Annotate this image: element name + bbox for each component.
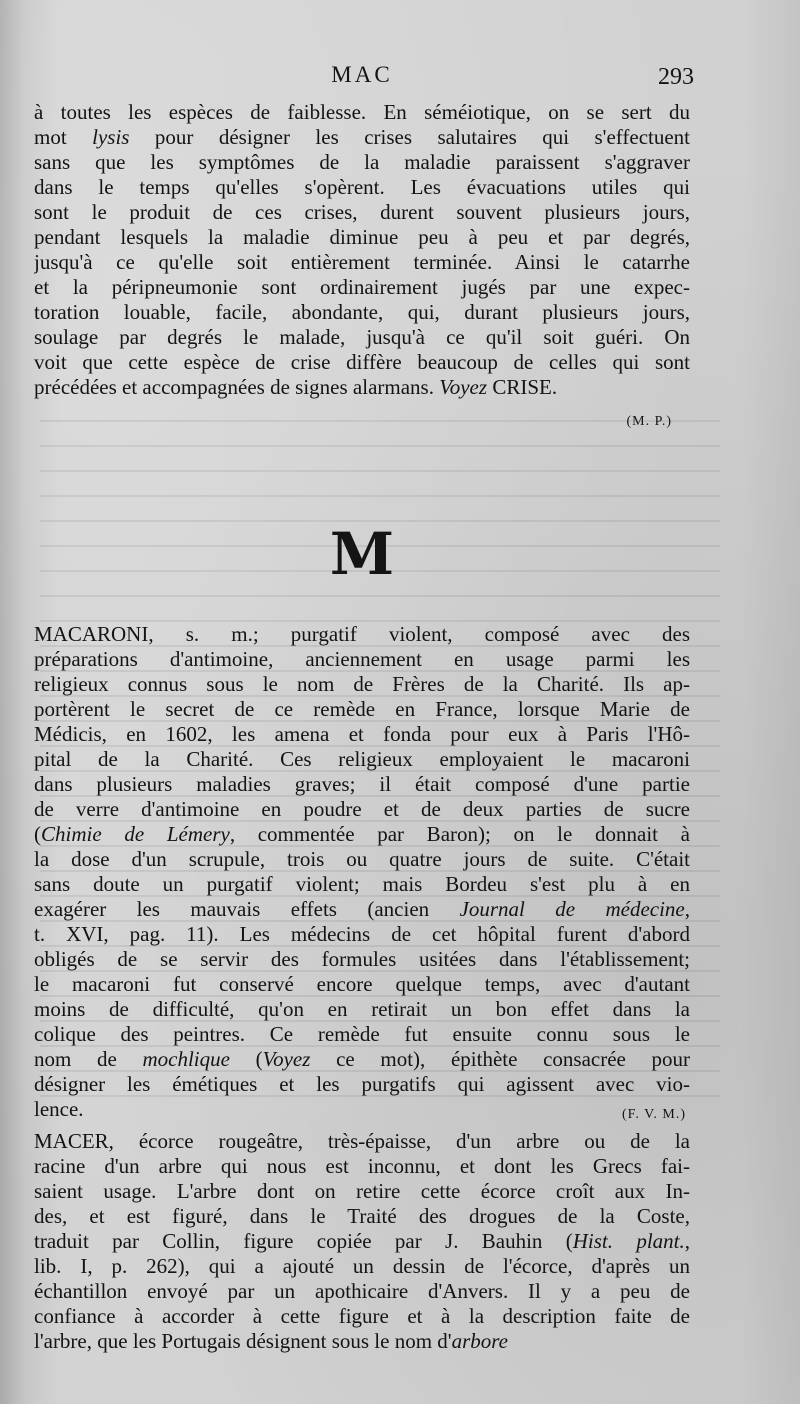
entry-macer <box>34 1129 690 1354</box>
italic-text: mochlique <box>142 1047 230 1071</box>
italic-text: Chimie de Lémery <box>41 822 230 846</box>
entry-lysis-continuation <box>34 100 690 400</box>
text-line: traduit par Collin, figure copiée par J. Bauhin (Hist. plant., <box>34 1229 690 1253</box>
text-line: pendant lesquels la maladie diminue peu à peu et par degrés, <box>34 225 690 249</box>
text-line: voit que cette espèce de crise diffère beaucoup de celles qui sont <box>34 350 690 374</box>
italic-text: Journal de médecine <box>459 897 685 921</box>
text-line: pital de la Charité. Ces religieux employaient le macaroni <box>34 747 690 771</box>
text-line: confiance à accorder à cette figure et à la description faite de <box>34 1304 690 1328</box>
author-signature: (M. P.) <box>626 414 672 429</box>
text-line: sans que les symptômes de la maladie paraissent s'aggraver <box>34 150 690 174</box>
text-line: saient usage. L'arbre dont on retire cette écorce croît aux In- <box>34 1179 690 1203</box>
text-line: à toutes les espèces de faiblesse. En séméiotique, on se sert du <box>34 100 690 124</box>
text-line: désigner les émétiques et les purgatifs qui agissent avec vio- <box>34 1072 690 1096</box>
text-line: t. XVI, pag. 11). Les médecins de cet hôpital furent d'abord <box>34 922 690 946</box>
section-letter: M <box>329 520 395 588</box>
text-line: échantillon envoyé par un apothicaire d'Anvers. Il y a peu de <box>34 1279 690 1303</box>
text-line: de verre d'antimoine en poudre et de deux parties de sucre <box>34 797 690 821</box>
running-head <box>34 62 694 94</box>
text-line: racine d'un arbre qui nous est inconnu, et dont les Grecs fai- <box>34 1154 690 1178</box>
page-number: 293 <box>658 64 694 90</box>
italic-text: Voyez <box>439 375 488 399</box>
text-line: Médicis, en 1602, les amena et fonda pour eux à Paris l'Hô- <box>34 722 690 746</box>
text-line: moins de difficulté, qu'on en retirait un bon effet dans la <box>34 997 690 1021</box>
text-line: religieux connus sous le nom de Frères de la Charité. Ils ap- <box>34 672 690 696</box>
text-line: jusqu'à ce qu'elle soit entièrement terminée. Ainsi le catarrhe <box>34 250 690 274</box>
text-line: MACER, écorce rougeâtre, très-épaisse, d'un arbre ou de la <box>34 1129 690 1153</box>
text-line: soulage par degrés le malade, jusqu'à ce qu'il soit guéri. On <box>34 325 690 349</box>
text-line: lence. <box>34 1097 84 1121</box>
text-line: (Chimie de Lémery, commentée par Baron); on le donnait à <box>34 822 690 846</box>
text-line: mot lysis pour désigner les crises salutaires qui s'effectuent <box>34 125 690 149</box>
book-page <box>34 62 694 1392</box>
text-line: la dose d'un scrupule, trois ou quatre jours de suite. C'était <box>34 847 690 871</box>
author-signature: (F. V. M.) <box>622 1107 686 1122</box>
text-line: sans doute un purgatif violent; mais Bordeu s'est plu à en <box>34 872 690 896</box>
text-line: dans le temps qu'elles s'opèrent. Les évacuations utiles qui <box>34 175 690 199</box>
text-line: portèrent le secret de ce remède en France, lorsque Marie de <box>34 697 690 721</box>
text-line: nom de mochlique (Voyez ce mot), épithète consacrée pour <box>34 1047 690 1071</box>
text-line: précédées et accompagnées de signes alarmans. Voyez CRISE. <box>34 375 558 399</box>
italic-text: arbore <box>451 1329 508 1353</box>
text-line: des, et est figuré, dans le Traité des drogues de la Coste, <box>34 1204 690 1228</box>
entry-macaroni <box>34 622 690 1122</box>
text-line: le macaroni fut conservé encore quelque temps, avec d'autant <box>34 972 690 996</box>
text-line: et la péripneumonie sont ordinairement jugés par une expec- <box>34 275 690 299</box>
text-line: obligés de se servir des formules usitées dans l'établissement; <box>34 947 690 971</box>
text-line: MACARONI, s. m.; purgatif violent, composé avec des <box>34 622 690 646</box>
text-line: préparations d'antimoine, anciennement en usage parmi les <box>34 647 690 671</box>
text-line: l'arbre, que les Portugais désignent sous le nom d'arbore <box>34 1329 508 1353</box>
italic-text: lysis <box>92 125 130 149</box>
text-line: lib. I, p. 262), qui a ajouté un dessin de l'écorce, d'après un <box>34 1254 690 1278</box>
text-line: exagérer les mauvais effets (ancien Journal de médecine, <box>34 897 690 921</box>
text-line: toration louable, facile, abondante, qui, durant plusieurs jours, <box>34 300 690 324</box>
text-line: colique des peintres. Ce remède fut ensuite connu sous le <box>34 1022 690 1046</box>
italic-text: Hist. plant. <box>572 1229 685 1253</box>
italic-text: Voyez <box>262 1047 311 1071</box>
text-line: sont le produit de ces crises, durent souvent plusieurs jours, <box>34 200 690 224</box>
running-head-title: MAC <box>331 62 393 87</box>
text-line: dans plusieurs maladies graves; il était composé d'une partie <box>34 772 690 796</box>
